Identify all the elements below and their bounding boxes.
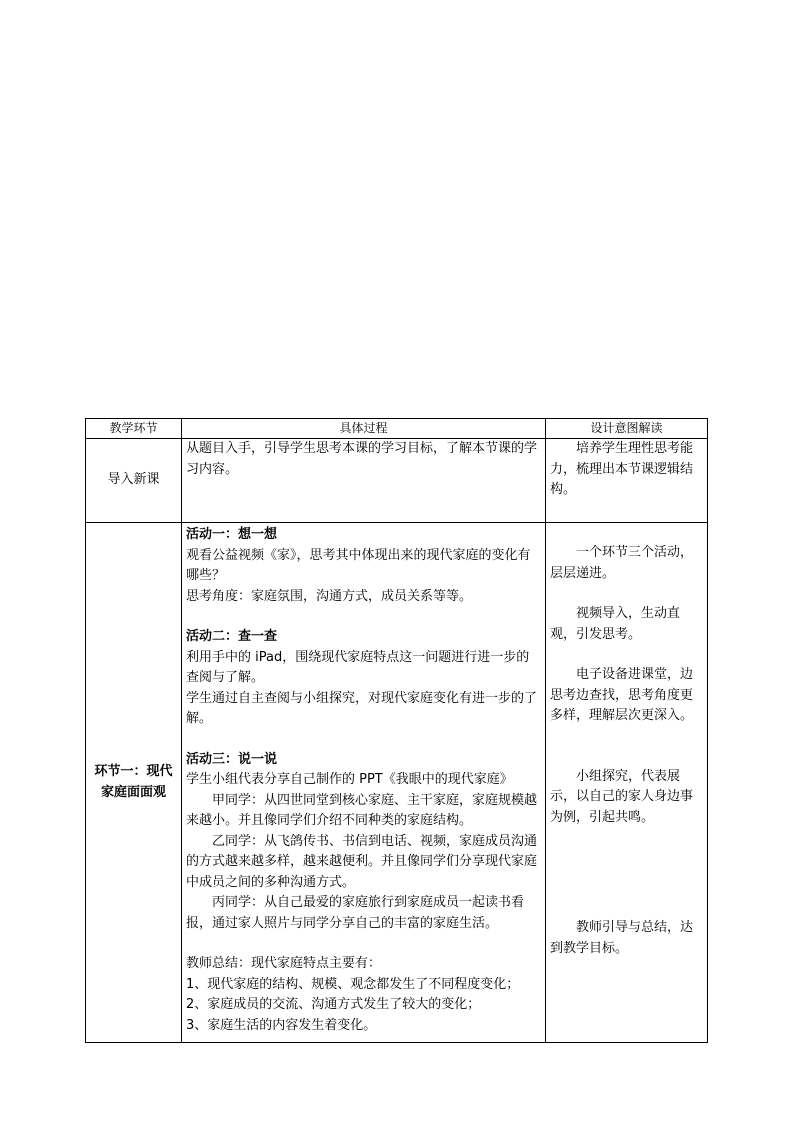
intro-design-cell [546, 439, 708, 523]
activity3-intro: 学生小组代表分享自己制作的 PPT《我眼中的现代家庭》 [186, 772, 513, 787]
main-design-cell [546, 523, 708, 1043]
activity1-line: 观看公益视频《家》，思考其中体现出来的现代家庭的变化有哪些？ [186, 547, 531, 583]
student-share: 乙同学：从飞鸽传书、书信到电话、视频，家庭成员沟通的方式越来越多样，越来越便利。并且像同学们分享现代家庭中成员之间的多种沟通方式。 [186, 833, 538, 890]
intro-stage-cell: 导入新课 [86, 439, 182, 523]
activity2-line: 学生通过自主查阅与小组探究，对现代家庭变化有进一步的了解。 [186, 690, 538, 726]
activity2-title: 活动二：查一查 [186, 629, 278, 644]
main-stage-cell: 环节一：现代家庭面面观 [86, 523, 182, 1043]
intro-process-cell [182, 439, 546, 523]
design-note: 教师引导与总结，达到教学目标。 [550, 920, 694, 956]
student-share: 甲同学：从四世同堂到核心家庭、主干家庭，家庭规模越来越小。并且像同学们介绍不同种类的家庭结构。 [186, 792, 538, 828]
design-note: 电子设备进课堂，边思考边查找，思考角度更多样，理解层次更深入。 [550, 667, 694, 723]
table-row-intro [86, 439, 708, 523]
summary-title: 教师总结：现代家庭特点主要有： [186, 956, 382, 971]
intro-design-text: 培养学生理性思考能力，梳理出本节课逻辑结构。 [550, 441, 694, 497]
activity1-line: 思考角度：家庭氛围，沟通方式，成员关系等等。 [186, 588, 473, 604]
summary-point: 2、家庭成员的交流、沟通方式发生了较大的变化； [186, 997, 481, 1012]
intro-process-text: 从题目入手，引导学生思考本课的学习目标，了解本节课的学习内容。 [186, 441, 538, 477]
header-design: 设计意图解读 [546, 419, 708, 439]
student-share: 丙同学：从自己最爱的家庭旅行到家庭成员一起读书看报，通过家人照片与同学分享自己的丰富的家庭生活。 [186, 895, 525, 931]
activity1-title: 活动一：想一想 [186, 527, 278, 542]
design-note: 小组探究，代表展示，以自己的家人身边事为例，引起共鸣。 [550, 768, 694, 825]
main-process-cell [182, 523, 546, 1043]
activity2-line: 利用手中的 iPad，围绕现代家庭特点这一问题进行进一步的查阅与了解。 [186, 649, 530, 685]
summary-point: 1、现代家庭的结构、规模、观念都发生了不同程度变化； [186, 976, 520, 992]
table-row-main [86, 523, 708, 1043]
table-header-row [86, 419, 708, 439]
header-process: 具体过程 [182, 419, 546, 439]
lesson-plan-table [85, 418, 708, 1043]
summary-point: 3、家庭生活的内容发生着变化。 [186, 1017, 377, 1033]
design-note: 一个环节三个活动，层层递进。 [550, 545, 694, 581]
activity3-title: 活动三：说一说 [186, 751, 278, 767]
header-stage: 教学环节 [86, 419, 182, 439]
design-note: 视频导入，生动直观，引发思考。 [550, 606, 681, 642]
